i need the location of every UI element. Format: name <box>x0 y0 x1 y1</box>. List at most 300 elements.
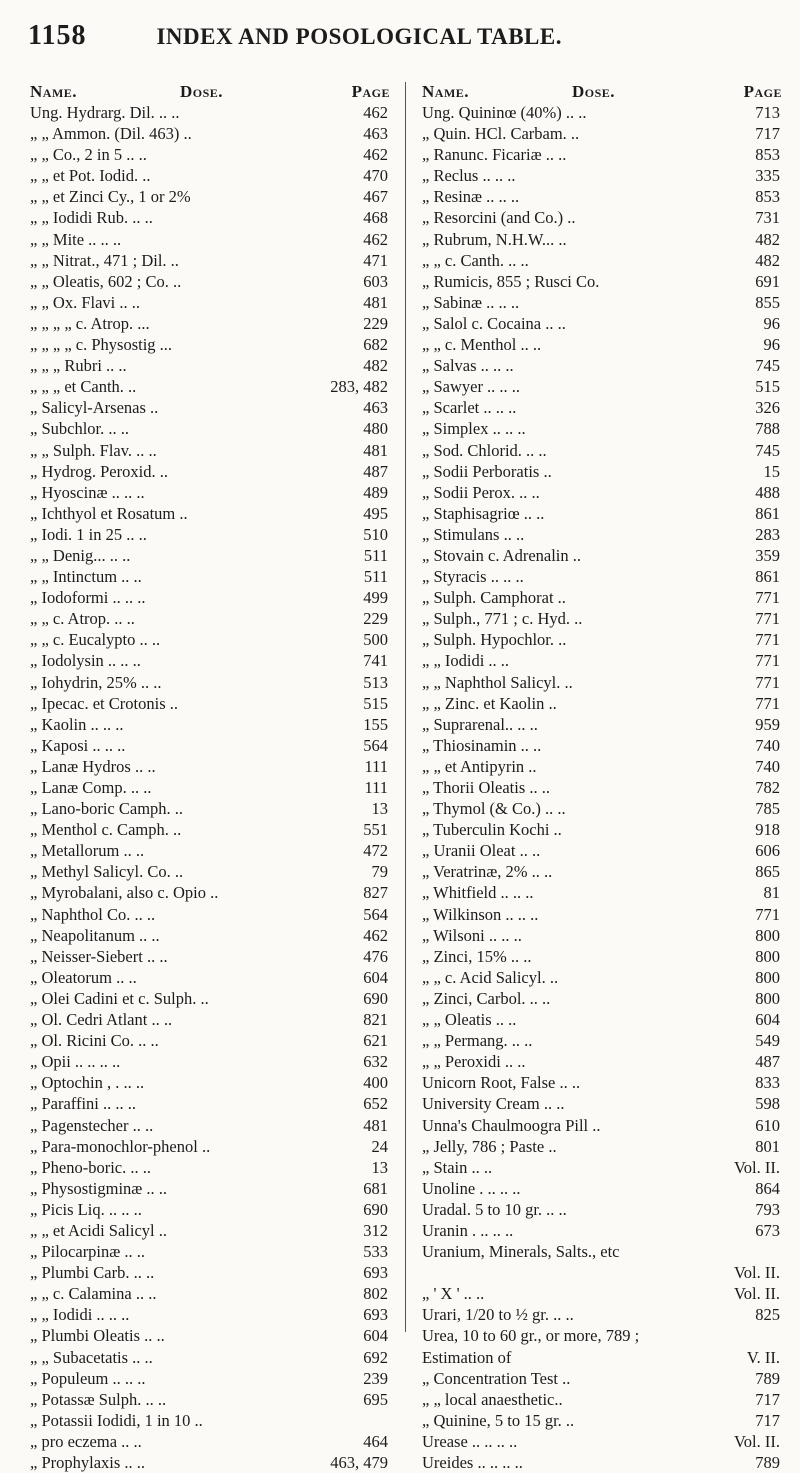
index-entry <box>30 355 390 376</box>
entry-text: „ Ichthyol et Rosatum .. <box>30 503 188 523</box>
entry-text: „ „ Oleatis, 602 ; Co. .. <box>30 271 182 291</box>
index-entry <box>30 503 390 524</box>
entry-text: „ Picis Liq. .. .. .. <box>30 1199 142 1219</box>
entry-text: „ „ Naphthol Salicyl. .. <box>422 672 573 692</box>
index-entry <box>422 461 782 482</box>
entry-page: 489 <box>363 482 388 502</box>
entry-text: „ Menthol c. Camph. .. <box>30 820 182 840</box>
entry-page: 740 <box>755 756 780 776</box>
entry-text: „ Sulph., 771 ; c. Hyd. .. <box>422 609 583 629</box>
index-entry <box>422 545 782 566</box>
entry-text: „ Suprarenal.. .. .. <box>422 714 538 734</box>
entry-page: 482 <box>755 229 780 249</box>
entry-text: „ Resinæ .. .. .. <box>422 187 520 207</box>
index-entry <box>422 144 782 165</box>
entry-text: Urari, 1/20 to ½ gr. .. .. <box>422 1305 574 1325</box>
index-entry <box>422 1051 782 1072</box>
entry-page: 488 <box>755 482 780 502</box>
entry-text: „ „ c. Calamina .. .. <box>30 1284 157 1304</box>
entry-text: „ „ Peroxidi .. .. <box>422 1052 526 1072</box>
entry-text: „ „ Zinc. et Kaolin .. <box>422 693 557 713</box>
entry-text: „ „ „ et Canth. .. <box>30 377 137 397</box>
entry-text: „ Ol. Cedri Atlant .. .. <box>30 1010 173 1030</box>
index-entry <box>422 925 782 946</box>
entry-text: „ „ c. Eucalypto .. .. <box>30 630 161 650</box>
entry-page: 604 <box>363 967 388 987</box>
entry-page: 789 <box>755 1453 780 1472</box>
entry-text: „ Rubrum, N.H.W... .. <box>422 229 567 249</box>
index-entry <box>30 566 390 587</box>
entry-text: „ Sulph. Hypochlor. .. <box>422 630 567 650</box>
entry-text: University Cream .. .. <box>422 1094 565 1114</box>
entry-text: „ Paraffini .. .. .. <box>30 1094 137 1114</box>
entry-page: 283, 482 <box>330 377 388 397</box>
index-entry <box>422 376 782 397</box>
entry-page: 825 <box>755 1305 780 1325</box>
entry-page: 515 <box>363 693 388 713</box>
header-name: Name. <box>30 82 78 101</box>
index-entry <box>30 1304 390 1325</box>
entry-text: „ „ c. Canth. .. .. <box>422 250 529 270</box>
index-column-right <box>422 80 782 1473</box>
index-entry <box>30 946 390 967</box>
header-page: Page <box>351 82 390 101</box>
entry-text: „ Kaposi .. .. .. <box>30 735 126 755</box>
entry-list <box>30 102 390 1473</box>
entry-page: 604 <box>755 1010 780 1030</box>
entry-page: 606 <box>755 841 780 861</box>
entry-page: 96 <box>763 335 780 355</box>
index-entry <box>30 1262 390 1283</box>
entry-page: 495 <box>363 503 388 523</box>
index-entry <box>30 1178 390 1199</box>
index-entry <box>422 672 782 693</box>
entry-text: „ „ et Acidi Salicyl .. <box>30 1220 168 1240</box>
entry-page: 549 <box>755 1031 780 1051</box>
entry-page: 802 <box>363 1284 388 1304</box>
index-entry <box>30 1410 390 1431</box>
entry-text: Ureides .. .. .. .. <box>422 1453 523 1472</box>
index-entry <box>30 1051 390 1072</box>
index-entry <box>422 524 782 545</box>
entry-text: „ Rumicis, 855 ; Rusci Co. <box>422 271 600 291</box>
entry-page: 500 <box>363 630 388 650</box>
entry-page: 782 <box>755 778 780 797</box>
entry-page: 463 <box>363 124 388 144</box>
entry-page: 470 <box>363 166 388 186</box>
header-dose: Dose. <box>180 82 224 101</box>
index-entry <box>422 503 782 524</box>
entry-page: 690 <box>363 988 388 1008</box>
index-entry <box>422 1325 782 1346</box>
entry-text: „ Zinci, 15% .. .. <box>422 946 532 966</box>
index-entry <box>30 1325 390 1346</box>
entry-text: „ Methyl Salicyl. Co. .. <box>30 862 184 882</box>
entry-page: 229 <box>363 609 388 629</box>
entry-page: Vol. II. <box>734 1284 780 1304</box>
entry-text: „ Sodii Perboratis .. <box>422 461 552 481</box>
index-entry <box>30 545 390 566</box>
index-entry <box>422 1220 782 1241</box>
entry-page: 682 <box>363 335 388 355</box>
index-entry <box>30 482 390 503</box>
entry-page: 681 <box>363 1178 388 1198</box>
entry-text: „ „ et Pot. Iodid. .. <box>30 166 151 186</box>
header-dose: Dose. <box>572 82 616 101</box>
index-entry <box>422 334 782 355</box>
page-number: 1158 <box>28 20 87 51</box>
entry-page: 771 <box>755 693 780 713</box>
column-divider <box>405 82 406 1332</box>
entry-page: 462 <box>363 229 388 249</box>
entry-text: Unoline . .. .. .. <box>422 1178 521 1198</box>
index-entry <box>422 1199 782 1220</box>
entry-page: 853 <box>755 145 780 165</box>
index-entry <box>30 1347 390 1368</box>
entry-page: 801 <box>755 1136 780 1156</box>
index-entry <box>422 397 782 418</box>
index-entry <box>30 229 390 250</box>
index-entry <box>30 798 390 819</box>
page-header <box>28 20 780 54</box>
entry-text: „ Stain .. .. <box>422 1157 493 1177</box>
header-name: Name. <box>422 82 470 101</box>
entry-text: „ „ Iodidi .. .. <box>422 651 510 671</box>
entry-page: 476 <box>363 946 388 966</box>
index-entry <box>30 882 390 903</box>
entry-text: „ Quin. HCl. Carbam. .. <box>422 124 580 144</box>
entry-page: 740 <box>755 735 780 755</box>
index-entry <box>30 102 390 123</box>
entry-page: 13 <box>371 799 388 819</box>
entry-page: 283 <box>755 524 780 544</box>
entry-text: „ Oleatorum .. .. <box>30 967 137 987</box>
index-entry <box>30 334 390 355</box>
entry-text: „ Iohydrin, 25% .. .. <box>30 672 162 692</box>
index-entry <box>30 1389 390 1410</box>
index-entry <box>422 1431 782 1452</box>
entry-text: „ „ Permang. .. .. <box>422 1031 533 1051</box>
entry-page: 533 <box>363 1242 388 1262</box>
entry-page: 918 <box>755 820 780 840</box>
entry-page: 487 <box>755 1052 780 1072</box>
index-entry <box>30 271 390 292</box>
entry-text: Urease .. .. .. .. <box>422 1431 518 1451</box>
index-column-left <box>30 80 390 1473</box>
index-entry <box>30 777 390 798</box>
entry-text: „ Plumbi Carb. .. .. <box>30 1263 155 1283</box>
entry-page: 959 <box>755 714 780 734</box>
entry-page: 693 <box>363 1263 388 1283</box>
entry-text: „ Lanæ Comp. .. .. <box>30 778 152 797</box>
entry-page: 853 <box>755 187 780 207</box>
index-entry <box>422 904 782 925</box>
index-entry <box>422 250 782 271</box>
index-entry <box>422 1347 782 1368</box>
entry-text: „ Populeum .. .. .. <box>30 1368 146 1388</box>
entry-page: 800 <box>755 988 780 1008</box>
entry-text: „ Ranunc. Ficariæ .. .. <box>422 145 567 165</box>
entry-page: 821 <box>363 1010 388 1030</box>
entry-text: „ „ Iodidi Rub. .. .. <box>30 208 153 228</box>
entry-text: „ Concentration Test .. <box>422 1368 571 1388</box>
entry-page: 111 <box>364 778 388 797</box>
index-entry <box>422 1241 782 1262</box>
entry-page: 788 <box>755 419 780 439</box>
entry-text: Unicorn Root, False .. .. <box>422 1073 581 1093</box>
entry-page: 800 <box>755 946 780 966</box>
entry-page: 855 <box>755 292 780 312</box>
index-entry <box>422 165 782 186</box>
index-entry <box>422 988 782 1009</box>
entry-page <box>314 1410 390 1431</box>
entry-page: 510 <box>363 524 388 544</box>
index-entry <box>422 355 782 376</box>
entry-page: 463, 479 <box>330 1453 388 1472</box>
entry-page: 462 <box>363 925 388 945</box>
entry-text: Urea, 10 to 60 gr., or more, 789 ; <box>422 1326 640 1346</box>
entry-page: 481 <box>363 1115 388 1135</box>
index-entry <box>30 144 390 165</box>
index-entry <box>30 629 390 650</box>
index-entry <box>422 819 782 840</box>
entry-page: 24 <box>371 1136 388 1156</box>
entry-text: Estimation of <box>422 1347 512 1367</box>
entry-text: „ Salol c. Cocaina .. .. <box>422 313 566 333</box>
entry-page: 480 <box>363 419 388 439</box>
entry-page: 462 <box>363 145 388 165</box>
entry-text <box>422 1262 706 1283</box>
entry-text: „ Myrobalani, also c. Opio .. <box>30 883 219 903</box>
index-entry <box>30 165 390 186</box>
entry-page: 731 <box>755 208 780 228</box>
index-entry <box>30 1115 390 1136</box>
entry-text: „ Whitfield .. .. .. <box>422 883 534 903</box>
entry-page <box>706 1241 782 1262</box>
entry-page: Vol. II. <box>734 1157 780 1177</box>
index-entry <box>30 1241 390 1262</box>
index-entry <box>422 271 782 292</box>
index-entry <box>30 1220 390 1241</box>
entry-text: „ Simplex .. .. .. <box>422 419 526 439</box>
entry-page: 487 <box>363 461 388 481</box>
entry-page: 771 <box>755 630 780 650</box>
entry-page: 79 <box>371 862 388 882</box>
index-entry <box>422 1009 782 1030</box>
index-entry <box>422 587 782 608</box>
entry-page: 551 <box>363 820 388 840</box>
entry-page: 467 <box>363 187 388 207</box>
entry-page: 481 <box>363 440 388 460</box>
entry-page: 13 <box>371 1157 388 1177</box>
entry-text: Uradal. 5 to 10 gr. .. .. <box>422 1199 567 1219</box>
index-entry <box>422 735 782 756</box>
index-entry <box>422 482 782 503</box>
index-entry <box>422 1452 782 1473</box>
index-entry <box>422 840 782 861</box>
entry-page: 771 <box>755 609 780 629</box>
index-entry <box>30 735 390 756</box>
entry-text: „ Lanæ Hydros .. .. <box>30 756 156 776</box>
index-entry <box>422 1157 782 1178</box>
entry-page: 864 <box>755 1178 780 1198</box>
entry-page: 515 <box>755 377 780 397</box>
entry-text: „ Reclus .. .. .. <box>422 166 516 186</box>
entry-text: Unna's Chaulmoogra Pill .. <box>422 1115 601 1135</box>
entry-text: „ Hyoscinæ .. .. .. <box>30 482 145 502</box>
entry-text: „ „ Mite .. .. .. <box>30 229 122 249</box>
entry-page: 793 <box>755 1199 780 1219</box>
index-entry <box>30 292 390 313</box>
entry-text: Ung. Hydrarg. Dil. .. .. <box>30 103 180 122</box>
entry-page: 610 <box>755 1115 780 1135</box>
entry-text: „ Salicyl-Arsenas .. <box>30 398 159 418</box>
index-entry <box>30 524 390 545</box>
entry-text: „ Sabinæ .. .. .. <box>422 292 520 312</box>
entry-text: „ „ Intinctum .. .. <box>30 567 142 587</box>
index-entry <box>30 904 390 925</box>
index-entry <box>422 798 782 819</box>
entry-page: 652 <box>363 1094 388 1114</box>
index-entry <box>30 1157 390 1178</box>
entry-text: „ „ „ Rubri .. .. <box>30 356 127 376</box>
entry-text: „ Naphthol Co. .. .. <box>30 904 156 924</box>
index-entry <box>422 1304 782 1325</box>
entry-text: „ Sawyer .. .. .. <box>422 377 521 397</box>
entry-page <box>706 1325 782 1346</box>
entry-page: 861 <box>755 567 780 587</box>
entry-text: „ „ et Antipyrin .. <box>422 756 537 776</box>
entry-page: 717 <box>755 1410 780 1430</box>
entry-page: 111 <box>364 756 388 776</box>
entry-page: 564 <box>363 904 388 924</box>
entry-text: „ Styracis .. .. .. <box>422 567 524 587</box>
index-entry <box>422 650 782 671</box>
header-page: Page <box>743 82 782 101</box>
entry-text: „ Tuberculin Kochi .. <box>422 820 562 840</box>
index-entry <box>30 376 390 397</box>
index-entry <box>422 1115 782 1136</box>
entry-page: 335 <box>755 166 780 186</box>
index-entry <box>422 714 782 735</box>
index-entry <box>30 693 390 714</box>
entry-page: 603 <box>363 271 388 291</box>
index-entry <box>422 629 782 650</box>
entry-text: „ „ Co., 2 in 5 .. .. <box>30 145 147 165</box>
entry-text: „ Kaolin .. .. .. <box>30 714 124 734</box>
entry-text: „ Sodii Perox. .. .. <box>422 482 540 502</box>
entry-text: „ Potassæ Sulph. .. .. <box>30 1389 167 1409</box>
entry-text: „ Uranii Oleat .. .. <box>422 841 541 861</box>
index-entry <box>422 418 782 439</box>
entry-text: „ Hydrog. Peroxid. .. <box>30 461 168 481</box>
index-entry <box>30 418 390 439</box>
entry-page: 800 <box>755 967 780 987</box>
entry-text: „ „ „ „ c. Physostig ... <box>30 335 173 355</box>
entry-text: „ Salvas .. .. .. <box>422 356 514 376</box>
entry-text: „ Staphisagriœ .. .. <box>422 503 545 523</box>
entry-text: „ pro eczema .. .. <box>30 1431 142 1451</box>
entry-page: 632 <box>363 1052 388 1072</box>
index-entry <box>30 672 390 693</box>
entry-text: „ „ Subacetatis .. .. <box>30 1347 153 1367</box>
index-entry <box>422 693 782 714</box>
index-entry <box>422 1283 782 1304</box>
entry-text: Uranin . .. .. .. <box>422 1220 514 1240</box>
index-entry <box>422 292 782 313</box>
entry-page: 312 <box>363 1220 388 1240</box>
entry-text: „ „ „ „ c. Atrop. ... <box>30 313 150 333</box>
entry-text: „ ' X ' .. .. <box>422 1284 485 1304</box>
entry-page: 359 <box>755 545 780 565</box>
entry-page: 745 <box>755 356 780 376</box>
entry-text: „ Sulph. Camphorat .. <box>422 588 566 608</box>
entry-page: 691 <box>755 271 780 291</box>
entry-page: 482 <box>363 356 388 376</box>
entry-text: „ „ local anaesthetic.. <box>422 1389 563 1409</box>
entry-page: 745 <box>755 440 780 460</box>
index-entry <box>30 819 390 840</box>
index-entry <box>30 840 390 861</box>
column-header <box>30 80 390 102</box>
entry-text: Ung. Quininœ (40%) .. .. <box>422 103 587 122</box>
entry-page: 692 <box>363 1347 388 1367</box>
entry-page: 499 <box>363 588 388 608</box>
entry-page: 690 <box>363 1199 388 1219</box>
index-entry <box>30 123 390 144</box>
index-entry <box>422 1262 782 1283</box>
index-entry <box>30 207 390 228</box>
entry-page: 713 <box>755 103 780 122</box>
entry-page: 155 <box>363 714 388 734</box>
index-entry <box>422 861 782 882</box>
index-entry <box>422 608 782 629</box>
entry-page: 717 <box>755 124 780 144</box>
index-entry <box>422 882 782 903</box>
index-entry <box>422 1389 782 1410</box>
index-entry <box>422 967 782 988</box>
index-entry <box>422 440 782 461</box>
entry-page: 865 <box>755 862 780 882</box>
entry-text: „ Quinine, 5 to 15 gr. .. <box>422 1410 575 1430</box>
entry-text: „ Thorii Oleatis .. .. <box>422 778 551 797</box>
entry-page: 693 <box>363 1305 388 1325</box>
entry-text: Uranium, Minerals, Salts., etc <box>422 1242 620 1262</box>
entry-text: „ Opii .. .. .. .. <box>30 1052 121 1072</box>
index-entry <box>30 250 390 271</box>
entry-page: 81 <box>763 883 780 903</box>
index-entry <box>30 1452 390 1473</box>
index-entry <box>30 1136 390 1157</box>
index-entry <box>30 1072 390 1093</box>
entry-page: 239 <box>363 1368 388 1388</box>
entry-page: 771 <box>755 651 780 671</box>
entry-page: 833 <box>755 1073 780 1093</box>
entry-page: 513 <box>363 672 388 692</box>
entry-text: „ „ c. Atrop. .. .. <box>30 609 135 629</box>
entry-text: „ Resorcini (and Co.) .. <box>422 208 576 228</box>
index-entry <box>30 967 390 988</box>
index-entry <box>30 440 390 461</box>
entry-text: „ Pilocarpinæ .. .. <box>30 1242 146 1262</box>
entry-text: „ „ Iodidi .. .. .. <box>30 1305 130 1325</box>
entry-text: „ Neapolitanum .. .. <box>30 925 160 945</box>
entry-text: „ Thymol (& Co.) .. .. <box>422 799 566 819</box>
entry-text: „ Thiosinamin .. .. <box>422 735 542 755</box>
entry-page: 861 <box>755 503 780 523</box>
entry-page: 789 <box>755 1368 780 1388</box>
entry-text: „ Iodolysin .. .. .. <box>30 651 141 671</box>
